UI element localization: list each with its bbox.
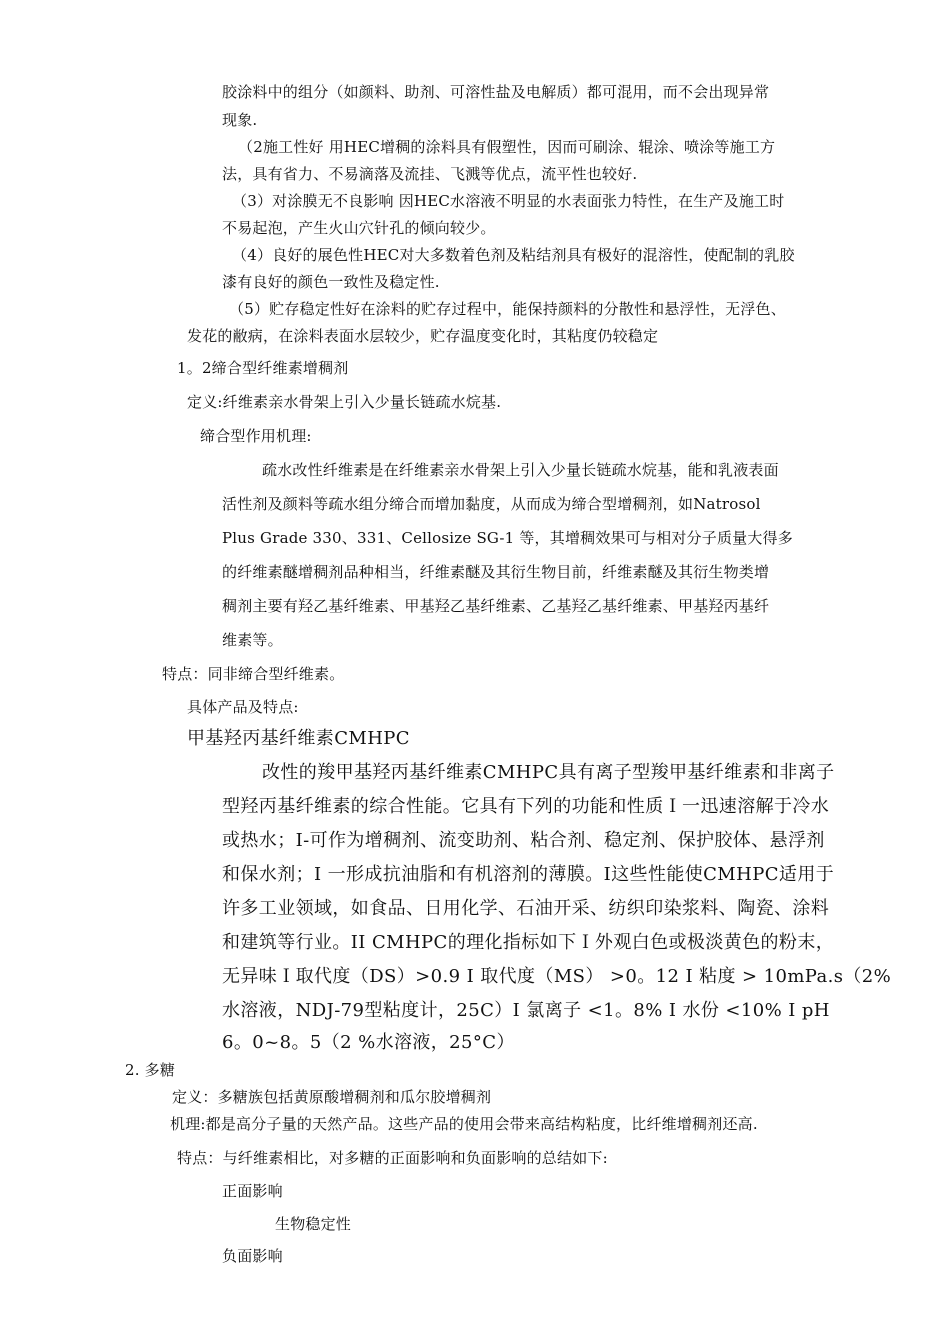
definition-line: 定义:纤维素亲水骨架上引入少量长链疏水烷基. bbox=[187, 393, 502, 411]
cmhpc-paragraph-line-6: 和建筑等行业。II CMHPC的理化指标如下Ｉ外观白色或极淡黄色的粉末， bbox=[222, 932, 835, 953]
cmhpc-heading: 甲基羟丙基纤维素CMHPC bbox=[187, 728, 410, 749]
positive-effect-item: 生物稳定性 bbox=[275, 1215, 352, 1233]
hec-point-3-line-2: 不易起泡，产生火山穴针孔的倾向较少。 bbox=[222, 219, 496, 237]
cmhpc-paragraph-line-2: 型羟丙基纤维素的综合性能。它具有下列的功能和性质Ｉ一迅速溶解于冷水 bbox=[222, 796, 830, 817]
hec-paragraph-line-2: 现象. bbox=[222, 111, 258, 129]
hec-paragraph-line-1: 胶涂料中的组分（如颜料、助剂、可溶性盐及电解质）都可混用，而不会出现异常 bbox=[222, 83, 770, 101]
cmhpc-paragraph-line-7: 无异味Ｉ取代度（DS）>0.9 I 取代度（MS） >0。12 I 粘度 > 10mPa.s（2% bbox=[222, 966, 892, 987]
products-heading: 具体产品及特点: bbox=[187, 698, 299, 716]
cmhpc-paragraph-line-4: 和保水剂；I 一形成抗油脂和有机溶剂的薄膜。I这些性能使CMHPC适用于 bbox=[222, 864, 835, 885]
mechanism-paragraph-line-5: 稠剂主要有羟乙基纤维素、甲基羟乙基纤维素、乙基羟乙基纤维素、甲基羟丙基纤 bbox=[222, 597, 770, 615]
section-heading-1-2: 1。2缔合型纤维素增稠剂 bbox=[177, 359, 349, 377]
hec-point-3-line-1: （3）对涂膜无不良影响 因HEC水溶液不明显的水表面张力特性，在生产及施工时 bbox=[232, 192, 785, 210]
mechanism-paragraph-line-1: 疏水改性纤维素是在纤维素亲水骨架上引入少量长链疏水烷基，能和乳液表面 bbox=[262, 461, 779, 479]
polysaccharide-mechanism: 机理:都是高分子量的天然产品。这些产品的使用会带来高结构粘度，比纤维增稠剂还高. bbox=[170, 1115, 758, 1133]
hec-point-5-line-2: 发花的敝病，在涂料表面水层较少，贮存温度变化时，其粘度仍较稳定 bbox=[187, 327, 659, 345]
cmhpc-paragraph-line-1: 改性的羧甲基羟丙基纤维素CMHPC具有离子型羧甲基纤维素和非离子 bbox=[262, 762, 835, 783]
cmhpc-paragraph-line-3: 或热水；I-可作为增稠剂、流变助剂、粘合剂、稳定剂、保护胶体、悬浮剂 bbox=[222, 830, 825, 851]
mechanism-paragraph-line-2: 活性剂及颜料等疏水组分缔合而增加黏度，从而成为缔合型增稠剂，如Natrosol bbox=[222, 495, 761, 513]
positive-effects-heading: 正面影响 bbox=[222, 1182, 283, 1200]
polysaccharide-features: 特点：与纤维素相比，对多糖的正面影响和负面影响的总结如下: bbox=[177, 1149, 608, 1167]
cmhpc-paragraph-line-9: 6。0~8。5（2 %水溶液，25°C） bbox=[222, 1032, 515, 1053]
cmhpc-paragraph-line-5: 许多工业领域，如食品、日用化学、石油开采、纺织印染浆料、陶瓷、涂料 bbox=[222, 898, 830, 919]
hec-point-2-line-1: （2施工性好 用HEC增稠的涂料具有假塑性，因而可刷涂、辊涂、喷涂等施工方 bbox=[238, 138, 776, 156]
hec-point-4-line-2: 漆有良好的颜色一致性及稳定性. bbox=[222, 273, 440, 291]
cmhpc-paragraph-line-8: 水溶液，NDJ-79型粘度计，25C）I 氯离子 <1。8% I 水份 <10% I pH bbox=[222, 1000, 830, 1021]
mechanism-paragraph-line-4: 的纤维素醚增稠剂品种相当，纤维素醚及其衍生物目前，纤维素醚及其衍生物类增 bbox=[222, 563, 770, 581]
mechanism-heading: 缔合型作用机理: bbox=[200, 427, 312, 445]
features-line: 特点：同非缔合型纤维素。 bbox=[162, 665, 345, 683]
section-heading-2: 2. 多糖 bbox=[125, 1061, 176, 1079]
hec-point-4-line-1: （4）良好的展色性HEC对大多数着色剂及粘结剂具有极好的混溶性，使配制的乳胶 bbox=[232, 246, 795, 264]
hec-point-2-line-2: 法，具有省力、不易滴落及流挂、飞溅等优点，流平性也较好. bbox=[222, 165, 638, 183]
mechanism-paragraph-line-3: Plus Grade 330、331、Cellosize SG-1 等，其增稠效果可与相对分子质量大得多 bbox=[222, 529, 793, 547]
mechanism-paragraph-line-6: 维素等。 bbox=[222, 631, 283, 649]
polysaccharide-definition: 定义：多糖族包括黄原酸增稠剂和瓜尔胶增稠剂 bbox=[172, 1088, 492, 1106]
hec-point-5-line-1: （5）贮存稳定性好在涂料的贮存过程中，能保持颜料的分散性和悬浮性，无浮色、 bbox=[229, 300, 786, 318]
negative-effects-heading: 负面影响 bbox=[222, 1247, 283, 1265]
